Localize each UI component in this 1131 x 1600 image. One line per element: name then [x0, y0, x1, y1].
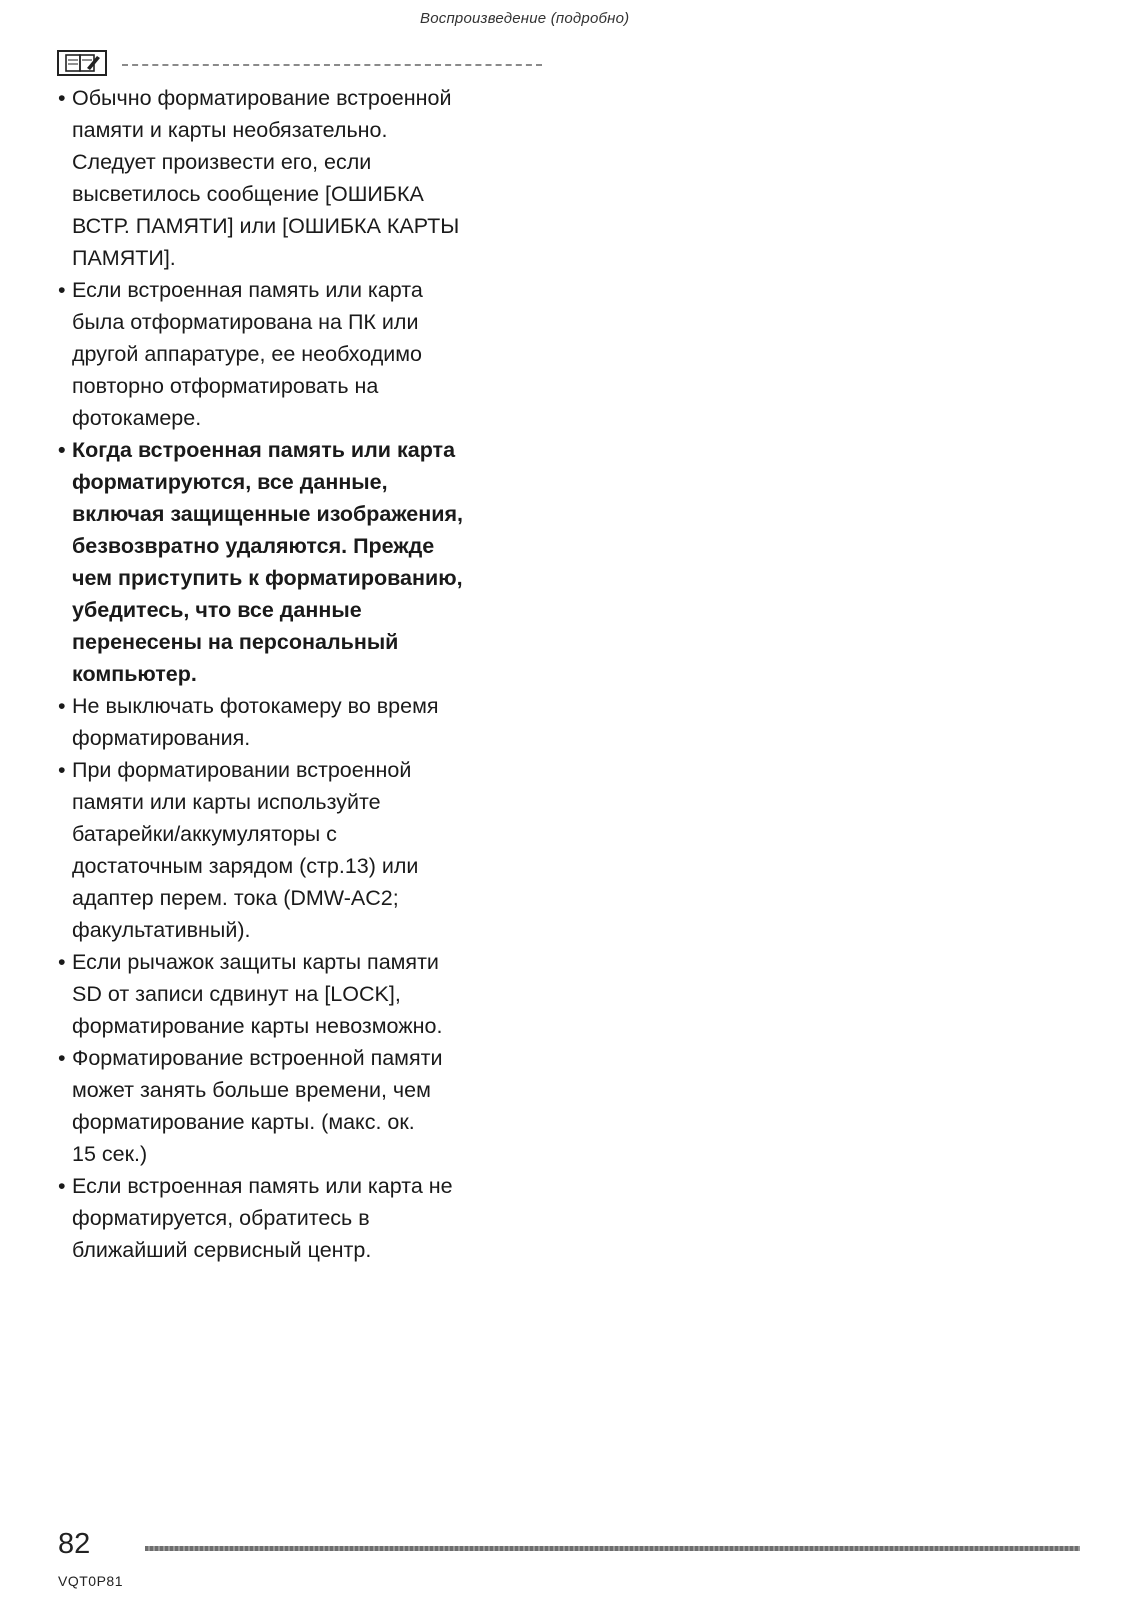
- list-item-line: убедитесь, что все данные: [72, 598, 362, 622]
- list-item-line: памяти или карты используйте: [72, 790, 381, 814]
- list-item-line: Форматирование встроенной памяти: [72, 1046, 443, 1070]
- list-item: [58, 754, 558, 946]
- list-item-line: SD от записи сдвинут на [LOCK],: [72, 982, 401, 1006]
- list-item-line: Если встроенная память или карта не: [72, 1174, 453, 1198]
- list-item: [58, 1170, 558, 1266]
- list-item-line: другой аппаратуре, ее необходимо: [72, 342, 422, 366]
- list-item-line: безвозвратно удаляются. Прежде: [72, 534, 435, 558]
- list-item-line: высветилось сообщение [ОШИБКА: [72, 182, 424, 206]
- book-note-icon: [57, 50, 107, 76]
- list-item: [58, 1042, 558, 1170]
- list-item: [58, 434, 558, 690]
- list-item-line: форматирование карты. (макс. ок.: [72, 1110, 415, 1134]
- bullet-dot-icon: •: [58, 1046, 66, 1070]
- list-item-line: была отформатирована на ПК или: [72, 310, 419, 334]
- list-item-line: Когда встроенная память или карта: [72, 438, 456, 462]
- list-item-line: ВСТР. ПАМЯТИ] или [ОШИБКА КАРТЫ: [72, 214, 460, 238]
- list-item-line: ПАМЯТИ].: [72, 246, 176, 270]
- list-item-line: Следует произвести его, если: [72, 150, 372, 174]
- page-number: 82: [58, 1528, 91, 1560]
- list-item-line: включая защищенные изображения,: [72, 502, 463, 526]
- list-item-line: Если встроенная память или карта: [72, 278, 423, 302]
- list-item-line: ближайший сервисный центр.: [72, 1238, 372, 1262]
- bullet-dot-icon: •: [58, 758, 66, 782]
- list-item-line: достаточным зарядом (стр.13) или: [72, 854, 419, 878]
- list-item: [58, 690, 558, 754]
- bullet-dot-icon: •: [58, 694, 66, 718]
- bullet-dot-icon: •: [58, 1174, 66, 1198]
- footer-rule: [145, 1546, 1080, 1551]
- bullet-dot-icon: •: [58, 438, 66, 462]
- list-item-line: перенесены на персональный: [72, 630, 399, 654]
- list-item-line: форматирования.: [72, 726, 251, 750]
- list-item-line: чем приступить к форматированию,: [72, 566, 463, 590]
- list-item: [58, 946, 558, 1042]
- bullet-dot-icon: •: [58, 278, 66, 302]
- list-item-line: 15 сек.): [72, 1142, 148, 1166]
- list-item-line: памяти и карты необязательно.: [72, 118, 388, 142]
- section-dash-divider: [122, 64, 542, 66]
- bullet-dot-icon: •: [58, 950, 66, 974]
- list-item-line: Не выключать фотокамеру во время: [72, 694, 439, 718]
- list-item: [58, 82, 558, 274]
- list-item-line: фотокамере.: [72, 406, 202, 430]
- list-item-line: форматируется, обратитесь в: [72, 1206, 370, 1230]
- list-item-line: Обычно форматирование встроенной: [72, 86, 452, 110]
- page-header-title: Воспроизведение (подробно): [420, 10, 630, 27]
- list-item-line: Если рычажок защиты карты памяти: [72, 950, 439, 974]
- document-code: VQT0P81: [58, 1573, 123, 1589]
- list-item-line: компьютер.: [72, 662, 197, 686]
- list-item-line: При форматировании встроенной: [72, 758, 412, 782]
- notes-list: [58, 82, 558, 1266]
- bullet-dot-icon: •: [58, 86, 66, 110]
- list-item: [58, 274, 558, 434]
- list-item-line: форматируются, все данные,: [72, 470, 388, 494]
- list-item-line: факультативный).: [72, 918, 251, 942]
- list-item-line: может занять больше времени, чем: [72, 1078, 431, 1102]
- list-item-line: батарейки/аккумуляторы с: [72, 822, 337, 846]
- list-item-line: адаптер перем. тока (DMW-AC2;: [72, 886, 399, 910]
- list-item-line: повторно отформатировать на: [72, 374, 379, 398]
- list-item-line: форматирование карты невозможно.: [72, 1014, 443, 1038]
